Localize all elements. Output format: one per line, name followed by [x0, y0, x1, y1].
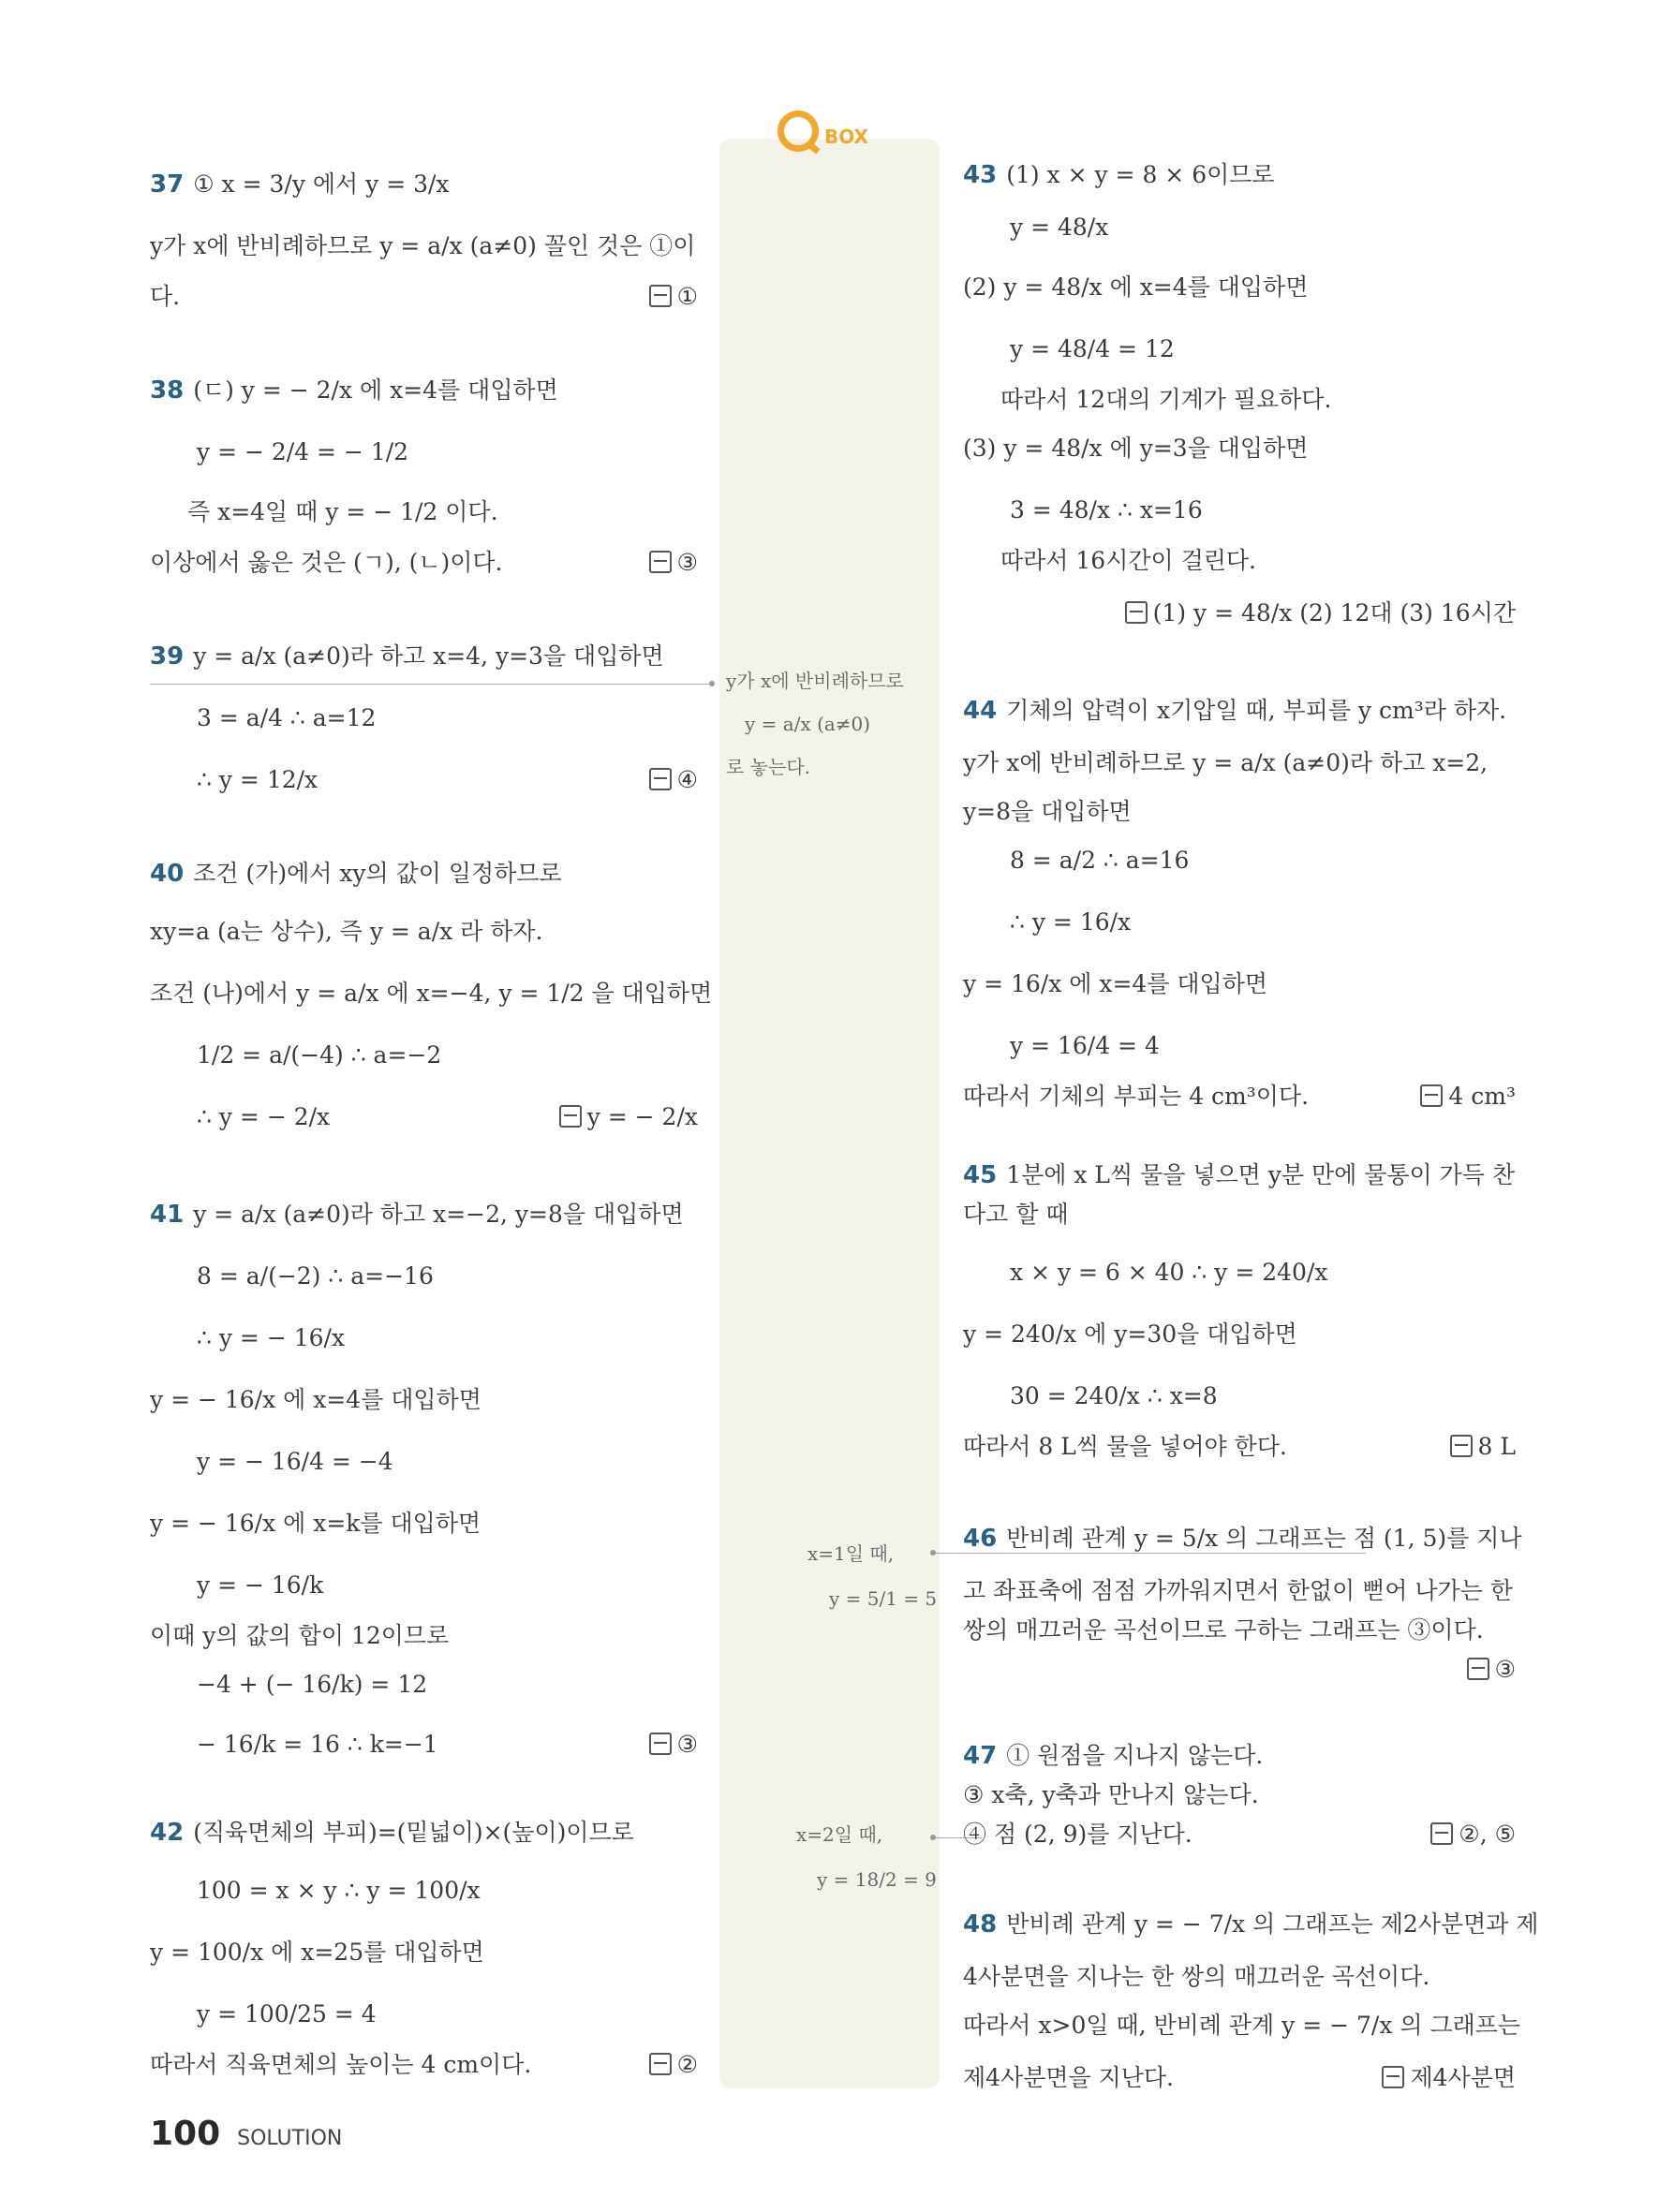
problem-number: 46 — [963, 1525, 998, 1553]
solution-line: 따라서 기체의 부피는 4 cm³이다. — [963, 1083, 1310, 1110]
solution-line: ④ 점 (2, 9)를 지난다. — [963, 1821, 1192, 1848]
solution-line: 반비례 관계 y = 5/x 의 그래프는 점 (1, 5)를 지나 — [1006, 1525, 1522, 1552]
connector-dot — [930, 1835, 936, 1840]
solution-line: ∴ y = 16/x — [1010, 908, 1132, 936]
answer-icon — [649, 285, 672, 307]
solution-line: 조건 (가)에서 xy의 값이 일정하므로 — [193, 860, 562, 887]
problem-number: 37 — [150, 170, 185, 199]
answer-icon — [649, 768, 672, 790]
solution-line: y = 48/x — [1010, 214, 1109, 241]
solution-line: 이때 y의 값의 합이 12이므로 — [150, 1622, 450, 1649]
answer-text: 4 cm³ — [1448, 1083, 1516, 1110]
solution-line: (1) x × y = 8 × 6이므로 — [1006, 161, 1275, 188]
solution-line: (3) y = 48/x 에 y=3을 대입하면 — [963, 435, 1309, 462]
answer-icon — [1430, 1822, 1453, 1845]
solution-line: 다. — [150, 283, 181, 310]
solution-line: (직육면체의 부피)=(밑넓이)×(높이)이므로 — [193, 1819, 634, 1846]
solution-line: 3 = a/4 ∴ a=12 — [197, 704, 377, 731]
answer-icon — [559, 1105, 582, 1128]
answer-badge — [649, 1731, 698, 1759]
solution-line: ① x = 3/y 에서 y = 3/x — [193, 170, 450, 198]
sidenote-line: y = 18/2 = 9 — [817, 1868, 937, 1891]
solution-line: y = 16/x 에 x=4를 대입하면 — [963, 970, 1267, 997]
sidenote-line: x=2일 때, — [796, 1823, 883, 1846]
solution-line: y = 100/x 에 x=25를 대입하면 — [150, 1939, 484, 1966]
solution-line: y=8을 대입하면 — [963, 798, 1132, 825]
solution-line: y = − 16/k — [197, 1571, 324, 1599]
solution-line: 즉 x=4일 때 y = − 1/2 이다. — [187, 498, 498, 525]
solution-line: y = − 16/x 에 x=4를 대입하면 — [150, 1386, 481, 1413]
sidenote-line: y가 x에 반비례하므로 — [726, 670, 904, 692]
page-footer — [150, 2115, 342, 2153]
footer-label: SOLUTION — [237, 2127, 343, 2150]
solution-line: (ㄷ) y = − 2/x 에 x=4를 대입하면 — [193, 376, 558, 404]
problem-number: 42 — [150, 1819, 185, 1847]
solution-line: 조건 (나)에서 y = a/x 에 x=−4, y = 1/2 을 대입하면 — [150, 980, 713, 1007]
answer-badge — [1420, 1083, 1516, 1111]
answer-badge — [649, 549, 698, 577]
solution-line: − 16/k = 16 ∴ k=−1 — [197, 1731, 438, 1758]
solution-line: 다고 할 때 — [963, 1201, 1069, 1228]
qbox-label: BOX — [824, 125, 868, 148]
sidenote-line: x=1일 때, — [807, 1542, 895, 1565]
answer-badge — [1430, 1821, 1516, 1849]
answer-text: ④ — [676, 766, 698, 793]
qbox-gutter — [719, 139, 940, 2088]
answer-badge — [559, 1103, 698, 1131]
answer-icon — [1467, 1658, 1489, 1680]
answer-badge — [1125, 599, 1516, 627]
solution-line: xy=a (a는 상수), 즉 y = a/x 라 하자. — [150, 918, 543, 945]
problem-number: 41 — [150, 1201, 185, 1229]
solution-line: y가 x에 반비례하므로 y = a/x (a≠0)라 하고 x=2, — [963, 749, 1489, 776]
q-logo-icon — [778, 111, 819, 152]
answer-icon — [1420, 1084, 1443, 1107]
answer-badge — [1467, 1656, 1516, 1684]
solution-line: 8 = a/(−2) ∴ a=−16 — [197, 1262, 434, 1290]
solution-line: y = 48/4 = 12 — [1010, 335, 1175, 362]
problem-number: 43 — [963, 161, 998, 189]
sidenote-connector — [935, 1553, 1366, 1554]
solution-line: (2) y = 48/x 에 x=4를 대입하면 — [963, 273, 1309, 301]
solution-line: 제4사분면을 지난다. — [963, 2064, 1174, 2091]
solution-line: y = a/x (a≠0)라 하고 x=4, y=3을 대입하면 — [193, 642, 664, 670]
answer-badge — [1382, 2064, 1516, 2092]
answer-icon — [649, 1733, 672, 1755]
answer-text: ②, ⑤ — [1459, 1821, 1516, 1848]
sidenote-line: y = a/x (a≠0) — [745, 713, 871, 735]
answer-badge — [649, 766, 698, 794]
answer-icon — [1450, 1435, 1473, 1457]
solution-line: y가 x에 반비례하므로 y = a/x (a≠0) 꼴인 것은 ①이 — [150, 232, 696, 259]
solution-line: x × y = 6 × 40 ∴ y = 240/x — [1010, 1259, 1328, 1286]
problem-number: 45 — [963, 1161, 998, 1189]
sidenote-line: 로 놓는다. — [726, 756, 810, 778]
solution-line: ③ x축, y축과 만나지 않는다. — [963, 1781, 1259, 1808]
solution-line: ∴ y = 12/x — [197, 766, 318, 793]
solution-line: y = a/x (a≠0)라 하고 x=−2, y=8을 대입하면 — [193, 1201, 684, 1228]
problem-number: 38 — [150, 376, 185, 405]
solution-line: ∴ y = − 2/x — [197, 1103, 331, 1130]
solution-line: 3 = 48/x ∴ x=16 — [1010, 496, 1203, 524]
solution-line: ① 원점을 지나지 않는다. — [1006, 1742, 1264, 1769]
answer-badge — [1450, 1433, 1516, 1461]
solution-line: ∴ y = − 16/x — [197, 1324, 346, 1351]
answer-text: ③ — [676, 1731, 698, 1758]
solution-line: 100 = x × y ∴ y = 100/x — [197, 1877, 481, 1904]
problem-number: 40 — [150, 860, 185, 888]
solution-line: 따라서 x>0일 때, 반비례 관계 y = − 7/x 의 그래프는 — [963, 2012, 1521, 2039]
solution-line: 1/2 = a/(−4) ∴ a=−2 — [197, 1041, 442, 1069]
sidenote-connector — [150, 684, 712, 685]
sidenote-line: y = 5/1 = 5 — [829, 1587, 938, 1610]
page-number: 100 — [150, 2115, 221, 2153]
answer-text: 제4사분면 — [1410, 2064, 1516, 2091]
solution-line: 쌍의 매끄러운 곡선이므로 구하는 그래프는 ③이다. — [963, 1616, 1484, 1644]
solution-line: 따라서 12대의 기계가 필요하다. — [1000, 386, 1332, 413]
solution-line: y = 240/x 에 y=30을 대입하면 — [963, 1320, 1297, 1348]
answer-text: ② — [676, 2051, 698, 2078]
answer-text: 8 L — [1477, 1433, 1516, 1460]
solution-line: 8 = a/2 ∴ a=16 — [1010, 847, 1190, 874]
answer-icon — [649, 551, 672, 573]
solution-line: −4 + (− 16/k) = 12 — [197, 1671, 428, 1698]
answer-badge — [649, 283, 698, 311]
connector-dot — [709, 681, 715, 686]
solution-line: 1분에 x L씩 물을 넣으면 y분 만에 물통이 가득 찬 — [1006, 1161, 1515, 1188]
solution-line: 4사분면을 지나는 한 쌍의 매끄러운 곡선이다. — [963, 1963, 1430, 1990]
problem-number: 47 — [963, 1742, 998, 1770]
solution-line: 따라서 직육면체의 높이는 4 cm이다. — [150, 2051, 532, 2078]
solution-line: y = − 16/x 에 x=k를 대입하면 — [150, 1510, 481, 1537]
solution-line: 고 좌표축에 점점 가까워지면서 한없이 뻗어 나가는 한 — [963, 1577, 1513, 1604]
connector-dot — [930, 1550, 936, 1556]
answer-icon — [1382, 2066, 1404, 2088]
solution-line: 이상에서 옳은 것은 (ㄱ), (ㄴ)이다. — [150, 549, 503, 576]
solution-line: y = 16/4 = 4 — [1010, 1032, 1160, 1059]
answer-badge — [649, 2051, 698, 2079]
answer-text: ③ — [676, 549, 698, 576]
problem-number: 48 — [963, 1910, 998, 1939]
answer-text: ① — [676, 283, 698, 310]
solution-line: 30 = 240/x ∴ x=8 — [1010, 1382, 1218, 1409]
answer-icon — [649, 2053, 672, 2075]
solution-line: 따라서 8 L씩 물을 넣어야 한다. — [963, 1433, 1287, 1460]
answer-text: ③ — [1494, 1656, 1516, 1683]
answer-text: (1) y = 48/x (2) 12대 (3) 16시간 — [1152, 599, 1516, 627]
solution-line: y = − 16/4 = −4 — [197, 1448, 393, 1475]
problem-number: 44 — [963, 697, 998, 725]
answer-icon — [1125, 601, 1148, 624]
solution-line: y = − 2/4 = − 1/2 — [197, 438, 409, 465]
solution-line: 기체의 압력이 x기압일 때, 부피를 y cm³라 하자. — [1006, 697, 1507, 724]
answer-text: y = − 2/x — [586, 1103, 698, 1130]
solution-line: 반비례 관계 y = − 7/x 의 그래프는 제2사분면과 제 — [1006, 1910, 1539, 1938]
solution-line: y = 100/25 = 4 — [197, 2000, 377, 2028]
solution-line: 따라서 16시간이 걸린다. — [1000, 547, 1257, 574]
problem-number: 39 — [150, 642, 185, 671]
